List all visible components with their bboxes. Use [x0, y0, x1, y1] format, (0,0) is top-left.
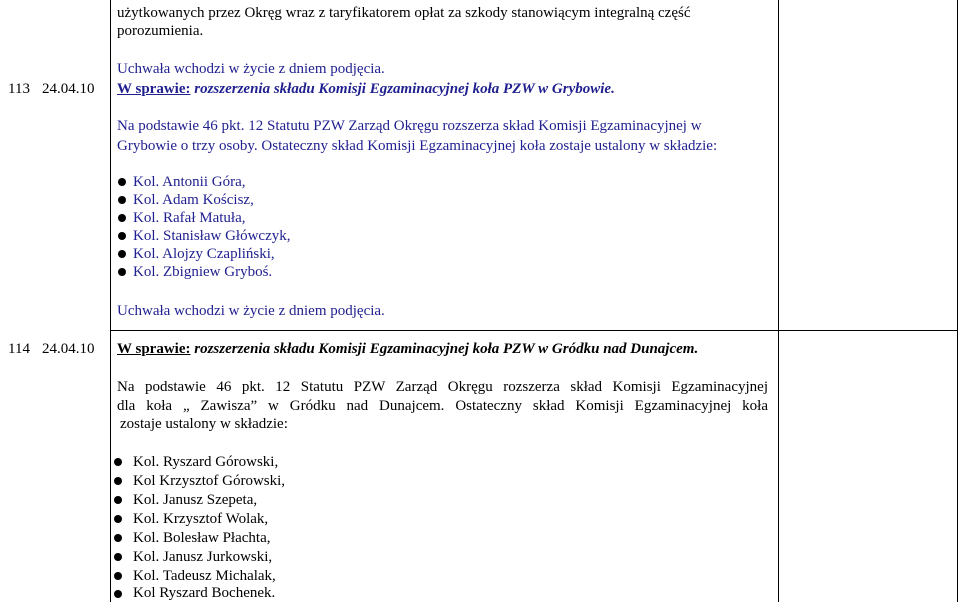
- bullet-icon: [118, 268, 126, 276]
- entry-114-title-rest: rozszerzenia składu Komisji Egzaminacyjnej koła PZW w Gródku nad Dunajcem.: [190, 341, 699, 357]
- entry-114-title-prefix: W sprawie:: [117, 341, 191, 357]
- entry-114-number: 114: [8, 341, 30, 357]
- list-item: Kol. Antonii Góra,: [133, 174, 246, 190]
- list-item: Kol. Stanisław Główczyk,: [133, 228, 291, 244]
- list-item: Kol. Bolesław Płachta,: [133, 530, 271, 546]
- list-item: Kol. Rafał Matuła,: [133, 210, 246, 226]
- list-item: Kol Ryszard Bochenek.: [133, 585, 276, 601]
- list-item: Kol. Tadeusz Michalak,: [133, 568, 276, 584]
- list-item: Kol. Janusz Jurkowski,: [133, 549, 273, 565]
- bullet-icon: [114, 534, 122, 542]
- entry-113-title-prefix: W sprawie:: [117, 81, 191, 97]
- list-item: Kol. Alojzy Czapliński,: [133, 246, 275, 262]
- entry-114-date: 24.04.10: [42, 341, 95, 357]
- bullet-icon: [118, 250, 126, 258]
- bullet-icon: [118, 214, 126, 222]
- list-item: Kol. Krzysztof Wolak,: [133, 511, 269, 527]
- bullet-icon: [114, 515, 122, 523]
- list-item: Kol Krzysztof Górowski,: [133, 473, 286, 489]
- row-divider-113-114: [110, 330, 958, 331]
- entry-113-number: 113: [8, 81, 30, 97]
- table-border-right: [957, 0, 958, 602]
- entry-113-closing: Uchwała wchodzi w życie z dniem podjęcia.: [117, 303, 385, 319]
- list-item: Kol. Janusz Szepeta,: [133, 492, 258, 508]
- entry-114-body-line3: zostaje ustalony w składzie:: [120, 416, 288, 432]
- list-item: Kol. Adam Kościsz,: [133, 192, 254, 208]
- list-item: Kol. Zbigniew Gryboś.: [133, 264, 273, 280]
- list-item: Kol. Ryszard Górowski,: [133, 454, 279, 470]
- entry-113-date: 24.04.10: [42, 81, 95, 97]
- bullet-icon: [118, 196, 126, 204]
- entry-113-body-line2: Grybowie o trzy osoby. Ostateczny skład Komisji Egzaminacyjnej koła zostaje ustalony w składzie:: [117, 138, 718, 154]
- bullet-icon: [114, 590, 122, 598]
- bullet-icon: [118, 232, 126, 240]
- bullet-icon: [118, 178, 126, 186]
- table-border-content: [778, 0, 779, 602]
- bullet-icon: [114, 553, 122, 561]
- bullet-icon: [114, 572, 122, 580]
- entry-112-text-line2: porozumienia.: [117, 23, 204, 39]
- entry-113-title-rest: rozszerzenia składu Komisji Egzaminacyjnej koła PZW w Grybowie.: [190, 81, 615, 97]
- entry-113-title: [117, 80, 615, 98]
- entry-114-body-line1: Na podstawie 46 pkt. 12 Statutu PZW Zarząd Okręgu rozszerza skład Komisji Egzaminacyjnej: [117, 379, 768, 395]
- entry-112-text-line1: użytkowanych przez Okręg wraz z taryfikatorem opłat za szkody stanowiącym integralną część: [117, 5, 691, 21]
- table-border-left: [110, 0, 111, 602]
- bullet-icon: [114, 496, 122, 504]
- bullet-icon: [114, 477, 122, 485]
- entry-114-body-line2: dla koła „ Zawisza” w Gródku nad Dunajcem. Ostateczny skład Komisji Egzaminacyjnej koła: [117, 398, 768, 414]
- entry-114-title: [117, 340, 698, 358]
- bullet-icon: [114, 458, 122, 466]
- entry-112-closing: Uchwała wchodzi w życie z dniem podjęcia.: [117, 61, 385, 77]
- entry-113-body-line1: Na podstawie 46 pkt. 12 Statutu PZW Zarząd Okręgu rozszerza skład Komisji Egzaminacyjnej w: [117, 118, 702, 134]
